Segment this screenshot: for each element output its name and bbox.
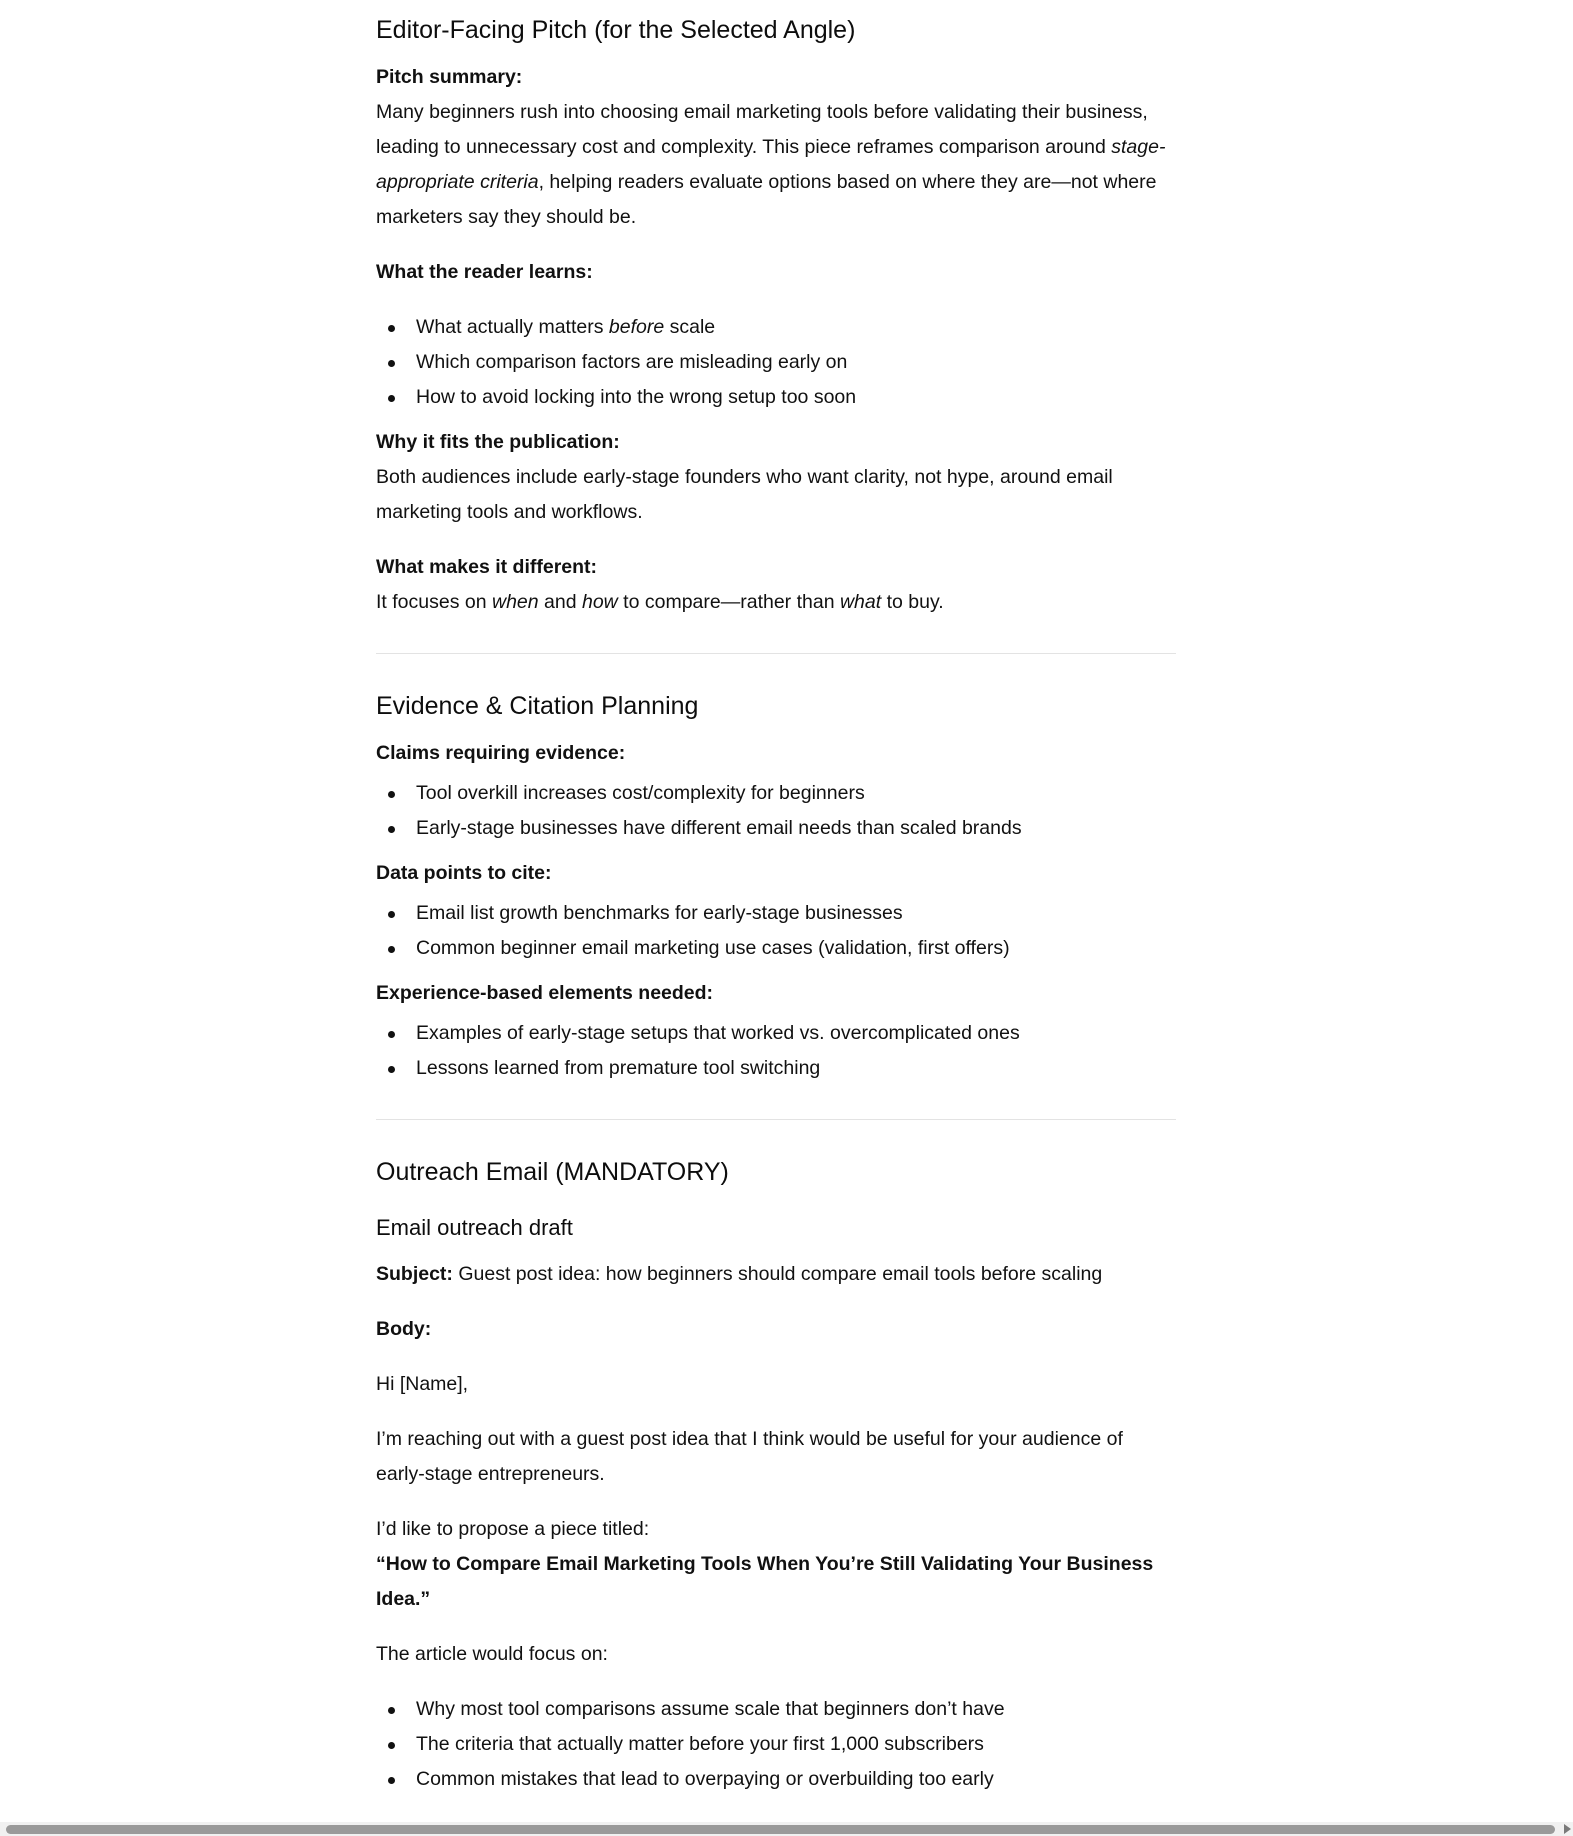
list-item: Tool overkill increases cost/complexity for beginners <box>416 776 1176 811</box>
experience-label-block <box>376 976 1176 1011</box>
divider <box>376 653 1176 654</box>
email-focus-label: The article would focus on: <box>376 1643 608 1665</box>
different-text-block <box>376 585 1176 620</box>
data-points-list <box>376 896 1176 966</box>
data-points-label-block <box>376 856 1176 891</box>
different-text: It focuses on when and how to compare—rather than what to buy. <box>376 591 944 613</box>
reader-learns-label-block <box>376 255 1176 290</box>
claims-label-block <box>376 736 1176 771</box>
section-heading: Evidence & Citation Planning <box>376 692 699 720</box>
subject-label: Subject: <box>376 1263 453 1285</box>
scrollbar-thumb[interactable] <box>6 1825 1555 1834</box>
propose-block <box>376 1512 1176 1617</box>
section-heading: Outreach Email (MANDATORY) <box>376 1158 729 1186</box>
reader-learns-list-block <box>376 310 1176 415</box>
subject-line-block <box>376 1257 1176 1292</box>
pitch-heading-block <box>376 14 1176 47</box>
fits-label-block <box>376 425 1176 460</box>
experience-list <box>376 1016 1176 1086</box>
data-points-list-block <box>376 896 1176 966</box>
focus-list <box>376 1692 1176 1797</box>
fits-text-block <box>376 460 1176 530</box>
pitch-summary-label-block <box>376 60 1176 95</box>
horizontal-scrollbar[interactable] <box>0 1822 1573 1836</box>
experience-label: Experience-based elements needed: <box>376 982 714 1004</box>
pitch-summary-label: Pitch summary: <box>376 66 523 88</box>
pitch-summary-text: Many beginners rush into choosing email marketing tools before validating their business, leading to unnecessary cost and complexity. This piece reframes comparison around stage-appropriate criteria, helping readers evaluate options based on where they are—not where marketers say they should be. <box>376 101 1166 228</box>
list-item: Common mistakes that lead to overpaying or overbuilding too early <box>416 1762 1176 1797</box>
list-item: Lessons learned from premature tool switching <box>416 1051 1176 1086</box>
claims-list-block <box>376 776 1176 846</box>
list-item: What actually matters before scale <box>416 310 1176 345</box>
list-item: The criteria that actually matter before your first 1,000 subscribers <box>416 1727 1176 1762</box>
claims-label: Claims requiring evidence: <box>376 742 626 764</box>
list-item: Email list growth benchmarks for early-stage businesses <box>416 896 1176 931</box>
greeting-block <box>376 1367 1176 1402</box>
list-item: How to avoid locking into the wrong setup too soon <box>416 380 1176 415</box>
list-item: Early-stage businesses have different email needs than scaled brands <box>416 811 1176 846</box>
pitch-summary-block <box>376 95 1176 235</box>
email-intro: I’m reaching out with a guest post idea that I think would be useful for your audience of early-stage entrepreneurs. <box>376 1428 1123 1485</box>
experience-list-block <box>376 1016 1176 1086</box>
divider-line <box>376 1119 1176 1120</box>
focus-label-block <box>376 1637 1176 1672</box>
body-label-block <box>376 1312 1176 1347</box>
different-label-block <box>376 550 1176 585</box>
divider-line <box>376 653 1176 654</box>
subject-text: Guest post idea: how beginners should compare email tools before scaling <box>452 1263 1103 1285</box>
list-item: Why most tool comparisons assume scale that beginners don’t have <box>416 1692 1176 1727</box>
subsection-heading: Email outreach draft <box>376 1215 573 1240</box>
evidence-heading-block <box>376 690 1176 723</box>
reader-learns-label: What the reader learns: <box>376 261 593 283</box>
divider <box>376 1119 1176 1120</box>
reader-learns-list <box>376 310 1176 415</box>
outreach-heading-block <box>376 1156 1176 1189</box>
intro-block <box>376 1422 1176 1492</box>
list-item: Common beginner email marketing use cases (validation, first offers) <box>416 931 1176 966</box>
fits-text: Both audiences include early-stage founders who want clarity, not hype, around email marketing tools and workflows. <box>376 466 1113 523</box>
email-article-title: “How to Compare Email Marketing Tools When You’re Still Validating Your Business Idea.” <box>376 1553 1154 1610</box>
list-item: Examples of early-stage setups that worked vs. overcomplicated ones <box>416 1016 1176 1051</box>
data-points-label: Data points to cite: <box>376 862 552 884</box>
focus-list-block <box>376 1692 1176 1797</box>
body-label: Body: <box>376 1318 432 1340</box>
section-heading: Editor-Facing Pitch (for the Selected Angle) <box>376 16 856 44</box>
different-label: What makes it different: <box>376 556 598 578</box>
email-greeting: Hi [Name], <box>376 1373 469 1395</box>
list-item: Which comparison factors are misleading early on <box>416 345 1176 380</box>
scroll-right-arrow-icon[interactable] <box>1564 1824 1571 1834</box>
fits-label: Why it fits the publication: <box>376 431 620 453</box>
claims-list <box>376 776 1176 846</box>
subject-line <box>376 1257 1176 1292</box>
outreach-subheading-block <box>376 1214 1176 1243</box>
email-propose: I’d like to propose a piece titled: <box>376 1518 650 1540</box>
